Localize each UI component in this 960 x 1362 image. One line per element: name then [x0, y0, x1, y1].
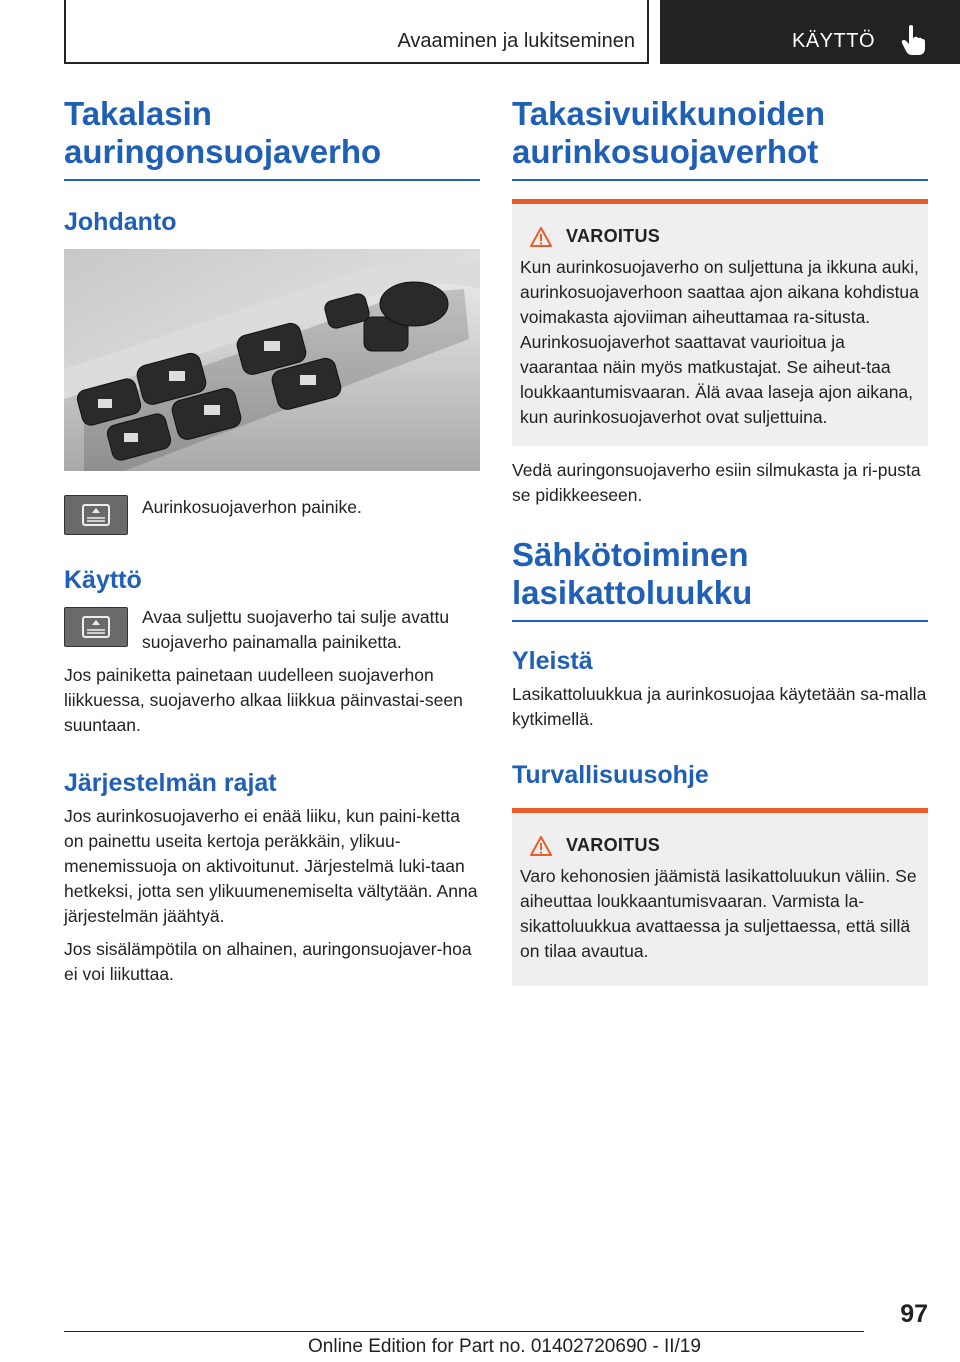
- door-window-switch-panel-photo: [64, 249, 480, 471]
- limits-paragraph-2: Jos sisälämpötila on alhainen, auringonsuojaver-hoa ei voi liikuttaa.: [64, 939, 472, 984]
- warning-triangle-icon: [530, 836, 552, 856]
- limits-paragraph-1: Jos aurinkosuojaverho ei enää liiku, kun paini-ketta on painettu useita kertoja peräkkäin, ylikuu-menemissuoja on aktivoitunut. Järjestelmä luki-taan hetkeksi, jotta sen ylikuumenemiselta vältytään. Anna järjestelmän jäähtyä.: [64, 806, 478, 926]
- intro-heading: Johdanto: [64, 208, 177, 236]
- footer-rule: [64, 1331, 864, 1332]
- header-section-box: [64, 0, 649, 64]
- edition-text: Online Edition for Part no. 01402720690 - II/19: [308, 1336, 701, 1357]
- section-title: Avaaminen ja lukitseminen: [397, 30, 635, 52]
- usage-row: [64, 605, 480, 655]
- chapter-label: KÄYTTÖ: [792, 30, 876, 52]
- warning-text: Kun aurinkosuojaverho on suljettuna ja ikkuna auki, aurinkosuojaverhoon saattaa ajon aikana kohdistua voimakasta ajoviiman aiheuttamaa ra-situsta. Aurinkosuojaverhot saattavat vaurioitua ja vaarantaa näin myös matkustajat. Se aiheut-taa loukkaantumisvaaran. Älä avaa laseja ajon aikana, kun aurinkosuojaverhot ovat suljettuina.: [520, 257, 919, 427]
- warning-header: [520, 835, 920, 856]
- warning-box-2: [512, 808, 928, 986]
- main-heading-sunroof: Sähkötoiminen lasikattoluukku: [512, 536, 928, 622]
- hand-pointer-icon: [900, 24, 926, 56]
- chapter-tab: [660, 0, 960, 64]
- page-number: 97: [900, 1300, 928, 1328]
- warning-header: [520, 226, 920, 247]
- sunshade-button-icon: [64, 495, 128, 535]
- warning-triangle-icon: [530, 227, 552, 247]
- warning-title: VAROITUS: [566, 226, 661, 246]
- usage-paragraph: Jos painiketta painetaan uudelleen suojaverhon liikkuessa, suojaverho alkaa liikkua päinvastai-seen suuntaan.: [64, 665, 463, 735]
- safety-heading: Turvallisuusohje: [512, 761, 709, 789]
- main-heading-rear-window-shade: Takalasin auringonsuojaverho: [64, 95, 480, 181]
- general-heading: Yleistä: [512, 647, 593, 675]
- sunshade-button-icon: [64, 607, 128, 647]
- side-shade-paragraph: Vedä auringonsuojaverho esiin silmukasta ja ri-pusta se pidikkeeseen.: [512, 460, 921, 505]
- usage-heading: Käyttö: [64, 566, 142, 594]
- main-heading-side-window-shades: Takasivuikkunoiden aurinkosuojaverhot: [512, 95, 928, 181]
- warning-box-1: [512, 199, 928, 446]
- general-paragraph: Lasikattoluukkua ja aurinkosuojaa käytetään sa-malla kytkimellä.: [512, 684, 927, 729]
- left-column: [64, 95, 480, 987]
- warning-text: Varo kehonosien jäämistä lasikattoluukun väliin. Se aiheuttaa loukkaantumisvaaran. Varmista la-sikattoluukkua avattaessa ja suljettaessa, että sillä on tilaa avautua.: [520, 866, 917, 961]
- limits-heading: Järjestelmän rajat: [64, 769, 277, 797]
- button-caption: Aurinkosuojaverhon painike.: [142, 497, 362, 517]
- right-column: [512, 95, 928, 986]
- warning-title: VAROITUS: [566, 835, 661, 855]
- usage-instruction: Avaa suljettu suojaverho tai sulje avattu suojaverho painamalla painiketta.: [142, 607, 450, 652]
- caption-row: [64, 493, 480, 535]
